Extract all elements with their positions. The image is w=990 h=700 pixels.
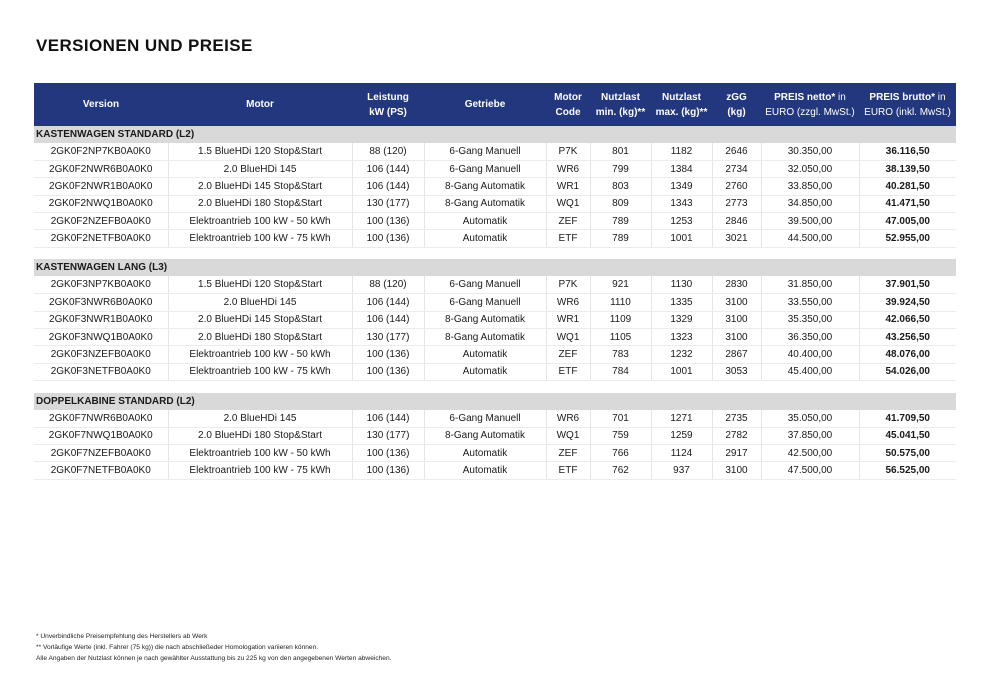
cell-motor: 2.0 BlueHDi 145 xyxy=(168,160,352,177)
cell-zgg: 3100 xyxy=(712,329,761,346)
cell-version: 2GK0F2NWR1B0A0K0 xyxy=(34,178,168,195)
cell-nutzlast-min: 803 xyxy=(590,178,651,195)
cell-leistung: 100 (136) xyxy=(352,363,424,380)
cell-getriebe: 8-Gang Automatik xyxy=(424,329,546,346)
cell-nutzlast-max: 1001 xyxy=(651,230,712,247)
cell-motor-code: ZEF xyxy=(546,346,590,363)
cell-zgg: 2917 xyxy=(712,444,761,461)
footnote: Alle Angaben der Nutzlast können je nach gewählter Ausstattung bis zu 225 kg von den angegebenen Werten abweichen. xyxy=(36,655,392,662)
section-header-row xyxy=(34,259,956,276)
cell-preis-brutto: 39.924,50 xyxy=(859,294,956,311)
cell-preis-netto: 45.400,00 xyxy=(761,363,859,380)
cell-motor: 2.0 BlueHDi 180 Stop&Start xyxy=(168,195,352,212)
cell-leistung: 100 (136) xyxy=(352,213,424,230)
cell-preis-netto: 47.500,00 xyxy=(761,462,859,479)
cell-preis-netto: 37.850,00 xyxy=(761,427,859,444)
cell-nutzlast-max: 1001 xyxy=(651,363,712,380)
cell-version: 2GK0F3NWR1B0A0K0 xyxy=(34,311,168,328)
header-getriebe: Getriebe xyxy=(424,83,546,126)
cell-getriebe: 6-Gang Manuell xyxy=(424,410,546,427)
cell-preis-brutto: 47.005,00 xyxy=(859,213,956,230)
table-row xyxy=(34,427,956,444)
cell-nutzlast-min: 789 xyxy=(590,230,651,247)
section-spacer xyxy=(34,247,956,259)
cell-version: 2GK0F3NWQ1B0A0K0 xyxy=(34,329,168,346)
cell-motor: 1.5 BlueHDi 120 Stop&Start xyxy=(168,143,352,160)
cell-leistung: 130 (177) xyxy=(352,329,424,346)
cell-motor-code: ETF xyxy=(546,462,590,479)
header-motor: Motor xyxy=(168,83,352,126)
cell-motor: 2.0 BlueHDi 145 xyxy=(168,410,352,427)
cell-nutzlast-max: 1323 xyxy=(651,329,712,346)
cell-preis-netto: 35.350,00 xyxy=(761,311,859,328)
cell-nutzlast-max: 1271 xyxy=(651,410,712,427)
cell-preis-netto: 44.500,00 xyxy=(761,230,859,247)
cell-getriebe: Automatik xyxy=(424,346,546,363)
table-row xyxy=(34,195,956,212)
cell-preis-netto: 31.850,00 xyxy=(761,276,859,293)
cell-zgg: 2782 xyxy=(712,427,761,444)
cell-preis-netto: 33.850,00 xyxy=(761,178,859,195)
header-nutzlast-max: Nutzlast max. (kg)** xyxy=(651,83,712,126)
header-motor-code: Motor Code xyxy=(546,83,590,126)
cell-motor-code: P7K xyxy=(546,143,590,160)
cell-getriebe: 6-Gang Manuell xyxy=(424,276,546,293)
cell-nutzlast-max: 1329 xyxy=(651,311,712,328)
header-leistung: Leistung kW (PS) xyxy=(352,83,424,126)
cell-motor-code: ETF xyxy=(546,230,590,247)
table-row xyxy=(34,160,956,177)
cell-nutzlast-min: 1109 xyxy=(590,311,651,328)
cell-getriebe: 6-Gang Manuell xyxy=(424,143,546,160)
table-row xyxy=(34,311,956,328)
header-preis-brutto: PREIS brutto* in EURO (inkl. MwSt.) xyxy=(859,83,956,126)
cell-preis-netto: 40.400,00 xyxy=(761,346,859,363)
cell-leistung: 88 (120) xyxy=(352,276,424,293)
section-title: KASTENWAGEN STANDARD (L2) xyxy=(34,126,956,143)
cell-preis-brutto: 40.281,50 xyxy=(859,178,956,195)
cell-nutzlast-min: 701 xyxy=(590,410,651,427)
cell-motor-code: WQ1 xyxy=(546,329,590,346)
cell-nutzlast-min: 766 xyxy=(590,444,651,461)
cell-preis-brutto: 42.066,50 xyxy=(859,311,956,328)
cell-leistung: 100 (136) xyxy=(352,462,424,479)
cell-preis-brutto: 50.575,00 xyxy=(859,444,956,461)
cell-preis-netto: 39.500,00 xyxy=(761,213,859,230)
cell-motor-code: ZEF xyxy=(546,444,590,461)
cell-preis-netto: 35.050,00 xyxy=(761,410,859,427)
cell-nutzlast-min: 1105 xyxy=(590,329,651,346)
cell-motor: Elektroantrieb 100 kW - 50 kWh xyxy=(168,444,352,461)
footnote: * Unverbindliche Preisempfehlung des Herstellers ab Werk xyxy=(36,633,208,640)
cell-zgg: 2646 xyxy=(712,143,761,160)
cell-nutzlast-max: 1232 xyxy=(651,346,712,363)
section-header-row xyxy=(34,393,956,410)
cell-nutzlast-max: 1253 xyxy=(651,213,712,230)
cell-motor: Elektroantrieb 100 kW - 50 kWh xyxy=(168,213,352,230)
cell-getriebe: Automatik xyxy=(424,230,546,247)
cell-motor: Elektroantrieb 100 kW - 75 kWh xyxy=(168,462,352,479)
cell-leistung: 106 (144) xyxy=(352,410,424,427)
cell-preis-brutto: 41.709,50 xyxy=(859,410,956,427)
cell-preis-netto: 30.350,00 xyxy=(761,143,859,160)
cell-nutzlast-max: 1259 xyxy=(651,427,712,444)
cell-nutzlast-max: 1384 xyxy=(651,160,712,177)
cell-version: 2GK0F3NP7KB0A0K0 xyxy=(34,276,168,293)
cell-leistung: 106 (144) xyxy=(352,160,424,177)
cell-leistung: 88 (120) xyxy=(352,143,424,160)
cell-motor: Elektroantrieb 100 kW - 50 kWh xyxy=(168,346,352,363)
cell-version: 2GK0F7NWQ1B0A0K0 xyxy=(34,427,168,444)
cell-getriebe: 8-Gang Automatik xyxy=(424,195,546,212)
cell-zgg: 3100 xyxy=(712,294,761,311)
header-preis-netto: PREIS netto* in EURO (zzgl. MwSt.) xyxy=(761,83,859,126)
cell-motor: Elektroantrieb 100 kW - 75 kWh xyxy=(168,230,352,247)
cell-version: 2GK0F7NZEFB0A0K0 xyxy=(34,444,168,461)
cell-motor: Elektroantrieb 100 kW - 75 kWh xyxy=(168,363,352,380)
cell-zgg: 2735 xyxy=(712,410,761,427)
table-row xyxy=(34,178,956,195)
table-body xyxy=(34,126,956,479)
section-title: KASTENWAGEN LANG (L3) xyxy=(34,259,956,276)
cell-zgg: 2760 xyxy=(712,178,761,195)
cell-nutzlast-min: 921 xyxy=(590,276,651,293)
cell-motor-code: WR6 xyxy=(546,410,590,427)
cell-preis-brutto: 36.116,50 xyxy=(859,143,956,160)
cell-nutzlast-max: 1182 xyxy=(651,143,712,160)
header-nutzlast-min: Nutzlast min. (kg)** xyxy=(590,83,651,126)
cell-zgg: 2867 xyxy=(712,346,761,363)
cell-getriebe: Automatik xyxy=(424,462,546,479)
cell-preis-netto: 34.850,00 xyxy=(761,195,859,212)
cell-getriebe: Automatik xyxy=(424,444,546,461)
table-row xyxy=(34,143,956,160)
cell-preis-brutto: 56.525,00 xyxy=(859,462,956,479)
cell-motor-code: ZEF xyxy=(546,213,590,230)
cell-preis-netto: 36.350,00 xyxy=(761,329,859,346)
cell-version: 2GK0F2NETFB0A0K0 xyxy=(34,230,168,247)
cell-preis-netto: 42.500,00 xyxy=(761,444,859,461)
cell-motor-code: P7K xyxy=(546,276,590,293)
cell-preis-brutto: 54.026,00 xyxy=(859,363,956,380)
cell-motor-code: WR6 xyxy=(546,160,590,177)
cell-zgg: 2734 xyxy=(712,160,761,177)
cell-preis-brutto: 37.901,50 xyxy=(859,276,956,293)
cell-getriebe: 8-Gang Automatik xyxy=(424,178,546,195)
cell-preis-brutto: 41.471,50 xyxy=(859,195,956,212)
cell-version: 2GK0F3NWR6B0A0K0 xyxy=(34,294,168,311)
cell-getriebe: 8-Gang Automatik xyxy=(424,427,546,444)
cell-nutzlast-min: 783 xyxy=(590,346,651,363)
cell-version: 2GK0F2NZEFB0A0K0 xyxy=(34,213,168,230)
table-row xyxy=(34,410,956,427)
cell-preis-netto: 32.050,00 xyxy=(761,160,859,177)
cell-nutzlast-min: 759 xyxy=(590,427,651,444)
cell-nutzlast-min: 762 xyxy=(590,462,651,479)
cell-nutzlast-max: 1335 xyxy=(651,294,712,311)
section-header-row xyxy=(34,126,956,143)
table-row xyxy=(34,346,956,363)
cell-motor: 2.0 BlueHDi 180 Stop&Start xyxy=(168,427,352,444)
header-zgg: zGG (kg) xyxy=(712,83,761,126)
table-row xyxy=(34,329,956,346)
cell-motor-code: ETF xyxy=(546,363,590,380)
table-header xyxy=(34,83,956,126)
table-row xyxy=(34,462,956,479)
cell-leistung: 106 (144) xyxy=(352,311,424,328)
table-row xyxy=(34,444,956,461)
cell-motor-code: WR6 xyxy=(546,294,590,311)
header-version: Version xyxy=(34,83,168,126)
cell-nutzlast-min: 801 xyxy=(590,143,651,160)
table-row xyxy=(34,363,956,380)
cell-zgg: 3053 xyxy=(712,363,761,380)
table-row xyxy=(34,230,956,247)
cell-motor-code: WQ1 xyxy=(546,195,590,212)
cell-nutzlast-min: 799 xyxy=(590,160,651,177)
cell-motor-code: WR1 xyxy=(546,311,590,328)
cell-preis-netto: 33.550,00 xyxy=(761,294,859,311)
cell-motor-code: WR1 xyxy=(546,178,590,195)
cell-leistung: 106 (144) xyxy=(352,178,424,195)
cell-leistung: 130 (177) xyxy=(352,427,424,444)
cell-leistung: 100 (136) xyxy=(352,230,424,247)
cell-getriebe: 6-Gang Manuell xyxy=(424,294,546,311)
cell-getriebe: 8-Gang Automatik xyxy=(424,311,546,328)
cell-preis-brutto: 45.041,50 xyxy=(859,427,956,444)
cell-preis-brutto: 43.256,50 xyxy=(859,329,956,346)
table-row xyxy=(34,294,956,311)
cell-getriebe: Automatik xyxy=(424,363,546,380)
cell-version: 2GK0F7NETFB0A0K0 xyxy=(34,462,168,479)
cell-nutzlast-min: 809 xyxy=(590,195,651,212)
cell-version: 2GK0F2NWR6B0A0K0 xyxy=(34,160,168,177)
section-title: DOPPELKABINE STANDARD (L2) xyxy=(34,393,956,410)
cell-getriebe: 6-Gang Manuell xyxy=(424,160,546,177)
cell-zgg: 3100 xyxy=(712,462,761,479)
footnote: ** Vorläufige Werte (inkl. Fahrer (75 kg)) die nach abschließeder Homologation variieren können. xyxy=(36,644,319,651)
cell-zgg: 3021 xyxy=(712,230,761,247)
cell-nutzlast-max: 937 xyxy=(651,462,712,479)
cell-motor: 2.0 BlueHDi 145 xyxy=(168,294,352,311)
cell-motor-code: WQ1 xyxy=(546,427,590,444)
cell-nutzlast-min: 789 xyxy=(590,213,651,230)
cell-leistung: 130 (177) xyxy=(352,195,424,212)
cell-getriebe: Automatik xyxy=(424,213,546,230)
footnotes xyxy=(36,631,391,664)
cell-motor: 1.5 BlueHDi 120 Stop&Start xyxy=(168,276,352,293)
cell-nutzlast-min: 784 xyxy=(590,363,651,380)
cell-version: 2GK0F3NETFB0A0K0 xyxy=(34,363,168,380)
cell-zgg: 2773 xyxy=(712,195,761,212)
cell-motor: 2.0 BlueHDi 180 Stop&Start xyxy=(168,329,352,346)
table-row xyxy=(34,213,956,230)
cell-nutzlast-min: 1110 xyxy=(590,294,651,311)
cell-leistung: 100 (136) xyxy=(352,444,424,461)
price-table xyxy=(34,83,956,480)
table-row xyxy=(34,276,956,293)
cell-motor: 2.0 BlueHDi 145 Stop&Start xyxy=(168,311,352,328)
cell-nutzlast-max: 1130 xyxy=(651,276,712,293)
cell-zgg: 3100 xyxy=(712,311,761,328)
cell-version: 2GK0F2NP7KB0A0K0 xyxy=(34,143,168,160)
cell-leistung: 100 (136) xyxy=(352,346,424,363)
cell-leistung: 106 (144) xyxy=(352,294,424,311)
cell-preis-brutto: 52.955,00 xyxy=(859,230,956,247)
section-spacer xyxy=(34,381,956,393)
cell-motor: 2.0 BlueHDi 145 Stop&Start xyxy=(168,178,352,195)
cell-nutzlast-max: 1343 xyxy=(651,195,712,212)
cell-preis-brutto: 38.139,50 xyxy=(859,160,956,177)
cell-nutzlast-max: 1124 xyxy=(651,444,712,461)
page-title: VERSIONEN UND PREISE xyxy=(36,36,253,55)
cell-version: 2GK0F7NWR6B0A0K0 xyxy=(34,410,168,427)
cell-preis-brutto: 48.076,00 xyxy=(859,346,956,363)
cell-nutzlast-max: 1349 xyxy=(651,178,712,195)
cell-version: 2GK0F3NZEFB0A0K0 xyxy=(34,346,168,363)
cell-version: 2GK0F2NWQ1B0A0K0 xyxy=(34,195,168,212)
cell-zgg: 2830 xyxy=(712,276,761,293)
cell-zgg: 2846 xyxy=(712,213,761,230)
